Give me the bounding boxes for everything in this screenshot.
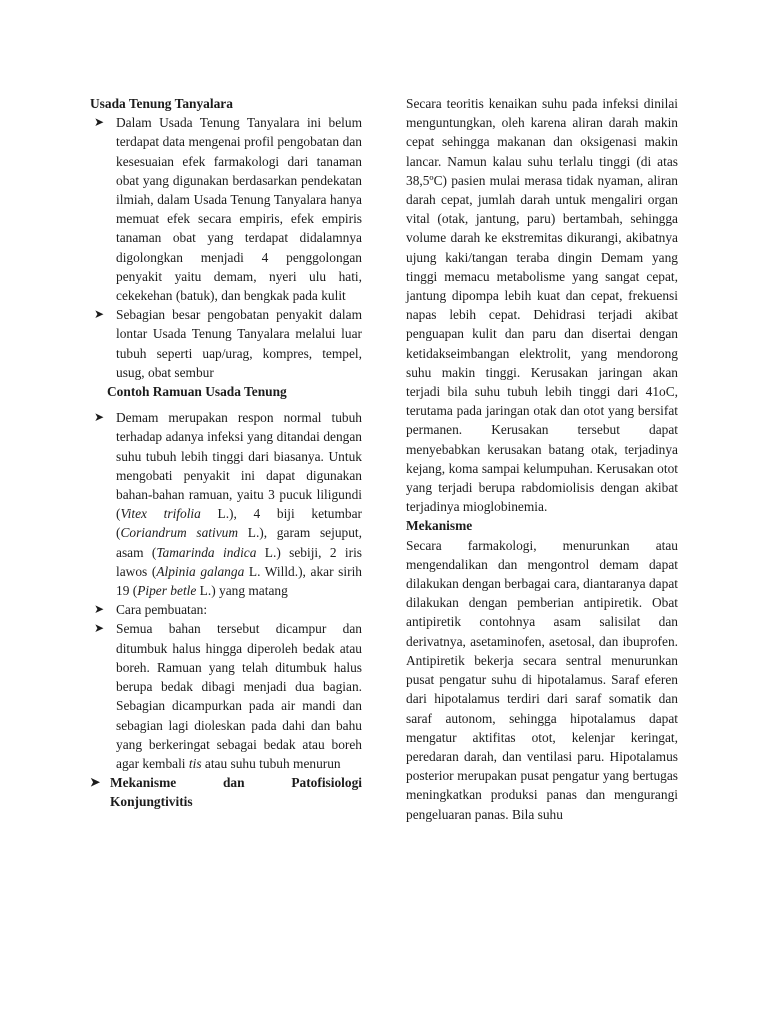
arrow-bullet-icon: ➤ [94,307,105,322]
species-name: Piper betle [137,583,197,599]
section-heading-konjungtivitis: ➤ Mekanisme dan Patofisiologi Konjungtivitis [90,775,362,810]
section-heading-usada: Usada Tenung Tanyalara [90,96,233,111]
bullet-item: ➤ Dalam Usada Tenung Tanyalara ini belum terdapat data mengenai profil pengobatan dan kesesuaian efek farmakologi dari tanaman obat yang digunakan berdasarkan pendekatan ilmiah, dalam Usada Tenung Tanyalara hanya memuat efek secara empiris, efek empiris tanaman obat yang terdapat didalamnya digolongkan menjadi 4 penggolongan penyakit yaitu demam, nyeri ulu hati, cekekehan (batuk), dan bengkak pada kulit [94,115,362,304]
species-name: Alpinia galanga [156,563,245,579]
paragraph-mekanisme: Secara farmakologi, menurunkan atau mengendalikan dan mengontrol demam dapat dilakukan dengan berbagai cara, diantaranya dapat dilakukan dengan pemberian antipiretik. Obat antipiretik contohnya asam salisilat dan derivatnya, asetaminofen, asetosal, dan ibuprofen. Antipiretik bekerja secara sentral menurunkan pusat pengatur suhu di hipotalamus. Saraf eferen dari hipotalamus terdiri dari saraf somatik dan saraf autonom, sehingga hipotalamus dapat mengatur aktifitas otot, kelenjar keringat, peredaran darah, dan ventilasi paru. Hipotalamus posterior merupakan pusat pengatur yang bertugas meningkatkan produksi panas dan mengurangi pengeluaran panas. Bila suhu [406,537,678,822]
species-name: Tamarinda indica [156,544,257,560]
bullet-item: ➤ Semua bahan tersebut dicampur dan ditumbuk halus hingga diperoleh bedak atau boreh. Ramuan yang telah ditumbuk halus berupa bedak dibagi menjadi dua bagian. Sebagian dicampurkan pada air mandi dan sebagian lagi dioleskan pada dahi dan bahu yang berkeringat sebagai bedak atau boreh agar kembali tis atau suhu tubuh menurun [94,621,362,771]
arrow-bullet-icon: ➤ [94,410,105,425]
subheading-contoh-ramuan: Contoh Ramuan Usada Tenung [107,384,287,400]
arrow-bullet-icon: ➤ [94,115,105,130]
arrow-bullet-icon: ➤ [94,621,105,636]
left-column [90,94,362,812]
bullet-item: ➤ Sebagian besar pengobatan penyakit dalam lontar Usada Tenung Tanyalara melalui luar tubuh seperti uap/urag, kompres, tempel, usug, obat sembur [94,307,362,380]
species-name: Vitex trifolia [120,506,201,522]
bullet-item: ➤ Demam merupakan respon normal tubuh terhadap adanya infeksi yang ditandai dengan suhu tubuh lebih tinggi dari biasanya. Untuk mengobati penyakit ini dapat digunakan bahan-bahan ramuan, yaitu 3 pucuk liligundi (Vitex trifolia L.), 4 biji ketumbar (Coriandrum sativum L.), garam sejuput, asam (Tamarinda indica L.) sebiji, 2 iris lawos (Alpinia galanga L. Willd.), akar sirih 19 (Piper betle L.) yang matang [94,410,362,599]
bullet-item: ➤ Cara pembuatan: [90,600,362,619]
section-heading-mekanisme: Mekanisme [406,518,473,534]
arrow-bullet-icon: ➤ [90,775,101,790]
species-name: Coriandrum sativum [120,525,239,541]
intro-bullet-list [90,113,362,382]
arrow-bullet-icon: ➤ [94,602,105,617]
paragraph-demam: Secara teoritis kenaikan suhu pada infeksi dinilai menguntungkan, oleh karena aliran darah makin cepat sehingga makanan dan oksigenasi makin lancar. Namun kalau suhu terlalu tinggi (di atas 38,5ºC) pasien mulai merasa tidak nyaman, aliran darah cepat, jumlah darah untuk mengaliri organ vital (otak, jantung, paru) bertambah, sehingga volume darah ke ekstremitas dikurangi, akibatnya ujung kaki/tangan teraba dingin Demam yang tinggi memacu metabolisme yang sangat cepat, jantung dipompa lebih kuat dan cepat, frekuensi napas lebih cepat. Dehidrasi terjadi akibat penguapan kulit dan paru dan disertai dengan ketidakseimbangan elektrolit, yang mendorong suhu makin tinggi. Kerusakan jaringan akan terjadi bila suhu tubuh lebih tinggi dari 41oC, terutama pada jaringan otak dan otot yang bersifat permanen. Kerusakan tersebut dapat menyebabkan kerusakan batang otak, terjadinya kejang, koma sampai kelumpuhan. Kerusakan otot yang terjadi berupa rabdomiolisis dengan akibat terjadinya mioglobinemia. [406,96,678,515]
right-column [406,94,678,824]
recipe-bullet-list [90,408,362,773]
